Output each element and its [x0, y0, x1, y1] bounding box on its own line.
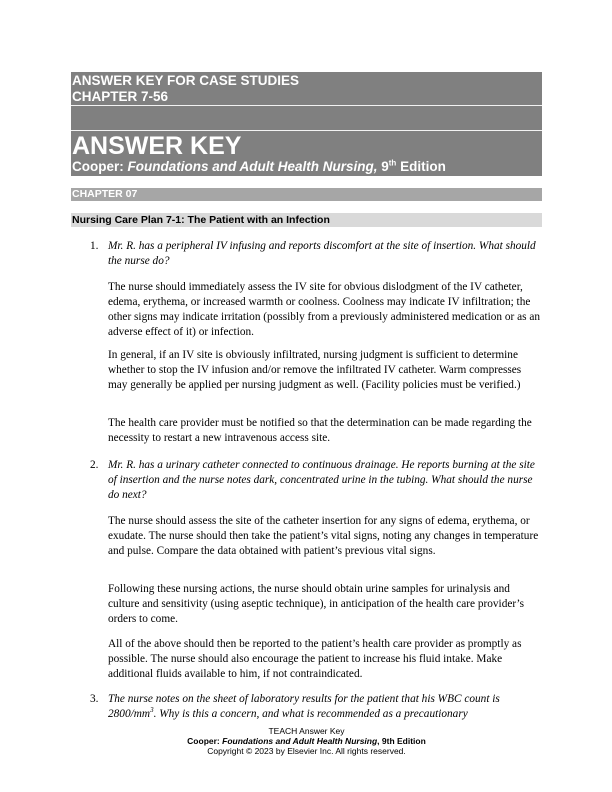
question-text: Mr. R. has a urinary catheter connected to continuous drainage. He reports burning at the site of insertion and the nurse notes dark, concentrated urine in the tubing. What should the nurse do next? — [108, 459, 535, 501]
footer-book: Foundations and Adult Health Nursing — [222, 736, 378, 746]
subtitle-prefix: Cooper: — [72, 159, 128, 174]
title-band — [71, 72, 542, 176]
footer-prefix: Cooper: — [187, 736, 223, 746]
divider — [71, 130, 542, 131]
chapter-heading — [71, 188, 542, 201]
subtitle-book: Foundations and Adult Health Nursing, — [127, 159, 378, 174]
subtitle-edition-word: Edition — [396, 159, 446, 174]
answer-paragraph: The nurse should assess the site of the catheter insertion for any signs of edema, erythema, or exudate. The nurse should then take the patient’s vital signs, noting any changes in temperature and pulse. Compare the data obtained with patient’s previous vital signs. — [108, 515, 539, 557]
question-text: Mr. R. has a peripheral IV infusing and reports discomfort at the site of insertion. What should the nurse do? — [108, 240, 536, 267]
footer-line-3: Copyright © 2023 by Elsevier Inc. All rights reserved. — [207, 746, 406, 756]
answer-paragraph: All of the above should then be reported to the patient’s health care provider as promptly as possible. The nurse should also encourage the patient to increase his fluid intake. Make additional fluids available to him, if not contraindicated. — [108, 638, 522, 680]
header-line-2: CHAPTER 7-56 — [72, 89, 169, 104]
footer-suffix: , 9th Edition — [377, 736, 426, 746]
care-plan-heading — [71, 213, 542, 227]
subtitle-edition-num: 9 — [377, 159, 389, 174]
question-number: 3. — [90, 693, 99, 705]
care-plan-title: Nursing Care Plan 7-1: The Patient with an Infection — [72, 214, 330, 226]
question-superscript: 3 — [150, 706, 154, 715]
footer-line-1: TEACH Answer Key — [268, 726, 345, 736]
question-number: 1. — [90, 240, 99, 252]
page-title: ANSWER KEY — [72, 132, 242, 160]
header-line-1: ANSWER KEY FOR CASE STUDIES — [72, 73, 300, 88]
book-subtitle — [72, 158, 446, 175]
question-line: The nurse notes on the sheet of laboratory results for the patient that his WBC count is — [108, 693, 500, 705]
question-fragment: . Why is this a concern, and what is recommended as a precautionary — [153, 708, 468, 720]
divider — [71, 105, 542, 106]
page-footer — [71, 726, 542, 756]
footer-line-2 — [71, 736, 542, 746]
question-line — [108, 707, 540, 722]
question-fragment: 2800/mm — [108, 708, 151, 720]
subtitle-edition-sup: th — [388, 158, 397, 168]
answer-paragraph: In general, if an IV site is obviously infiltrated, nursing judgment is sufficient to determine whether to stop the IV infusion and/or remove the infiltrated IV catheter. Warm compresses may generally be applied per nursing judgment as well. (Facility policies must be verified.) — [108, 349, 522, 391]
question-number: 2. — [90, 459, 99, 471]
answer-paragraph: The health care provider must be notified so that the determination can be made regarding the necessity to restart a new intravenous access site. — [108, 417, 532, 444]
answer-paragraph: Following these nursing actions, the nurse should obtain urine samples for urinalysis and culture and sensitivity (using aseptic technique), in anticipation of the health care provider’s orders to come. — [108, 583, 525, 625]
answer-paragraph: The nurse should immediately assess the IV site for obvious dislodgment of the IV catheter, edema, erythema, or increased warmth or coolness. Coolness may indicate IV infiltration; the other signs may indicate irritation (possibly from a previously administered medication or as an adverse effect of it) or infection. — [108, 281, 541, 338]
question-text — [108, 692, 540, 722]
chapter-label: CHAPTER 07 — [72, 188, 138, 200]
